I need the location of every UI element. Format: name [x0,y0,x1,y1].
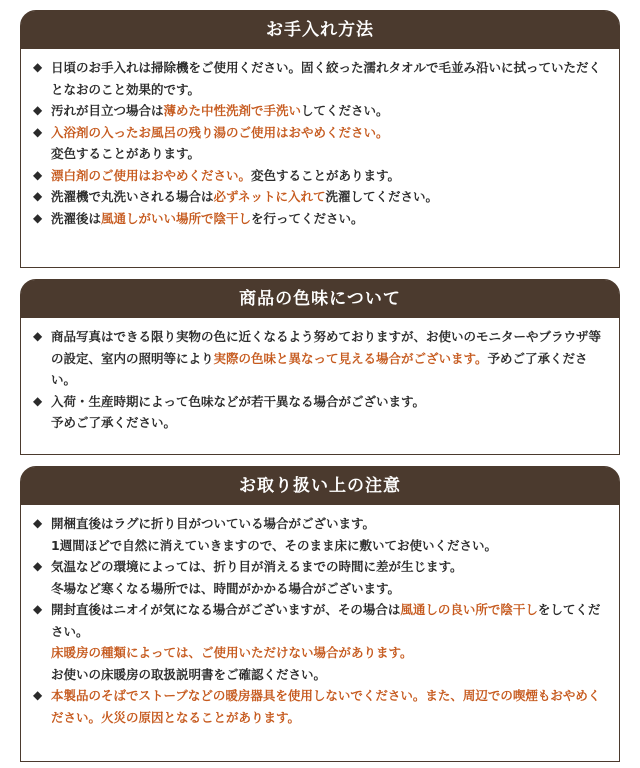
diamond-bullet-icon: ◆ [33,688,43,702]
highlight-text: 床暖房の種類によっては、ご使用いただけない場合があります。 [51,645,413,660]
item-text: 商品写真はできる限り実物の色に近くなるよう努めておりますが、お使いのモニターやブラウザ等の設定、室内の照明等により [51,329,602,366]
diamond-bullet-icon: ◆ [33,189,43,203]
diamond-bullet-icon: ◆ [33,516,43,530]
item-text: 予めご了承ください。 [51,415,177,430]
list-item [33,57,609,100]
item-text: 日頃のお手入れは掃除機をご使用ください。固く絞った濡れタオルで毛並み沿いに拭っていただくとなおのこと効果的です。 [51,60,602,97]
list-item [33,599,609,685]
highlight-text: 実際の色味と異なって見える場合がございます。 [213,350,488,366]
list-item [33,122,609,165]
diamond-bullet-icon: ◆ [33,602,43,616]
list-item [33,556,609,599]
item-text: 予めご了承ください。 [51,350,588,387]
diamond-bullet-icon: ◆ [33,329,43,343]
item-text: 冬場など寒くなる場所では、時間がかかる場合がございます。 [51,580,401,596]
care-method-section [20,10,620,268]
section-body [21,318,619,442]
section-title: 商品の色味について [21,280,619,318]
highlight-text: 本製品のそばでストーブなどの暖房器具を使用しないでください。また、周辺での喫煙もおやめください。火災の原因となることがあります。 [51,688,601,725]
item-text: 汚れが目立つ場合は [51,103,164,118]
list-item [33,208,609,230]
list-item [33,391,609,434]
diamond-bullet-icon: ◆ [33,103,43,117]
item-text: 変色することがあります。 [51,146,201,161]
item-text: 開封直後はニオイが気になる場合がございますが、その場合は [51,602,401,617]
highlight-text: 必ずネットに入れて [213,189,326,204]
item-text: 開梱直後はラグに折り目がついている場合がございます。 [51,516,376,531]
highlight-text: 入浴剤の入ったお風呂の残り湯のご使用はおやめください。 [51,124,389,140]
highlight-text: 漂白剤のご使用はおやめください。 [51,167,252,183]
list-item [33,513,609,556]
item-text: 洗濯機で丸洗いされる場合は [51,189,214,204]
item-text: をしてください。 [51,602,601,639]
item-text: お使いの床暖房の取扱説明書をご確認ください。 [51,666,327,682]
list-item [33,186,609,208]
list-item [33,685,609,728]
item-text: 気温などの環境によっては、折り目が消えるまでの時間に差が生じます。 [51,559,463,574]
diamond-bullet-icon: ◆ [33,60,43,74]
handling-caution-section [20,466,620,762]
item-text: 入荷・生産時期によって色味などが若干異なる場合がございます。 [51,393,426,409]
item-text: を行ってください。 [251,210,364,226]
list-item [33,165,609,187]
diamond-bullet-icon: ◆ [33,210,43,225]
item-text: 1週間ほどで自然に消えていきますので、そのまま床に敷いてお使いください。 [51,537,497,553]
highlight-text: 薄めた中性洗剤で手洗い [163,103,302,118]
item-text: 洗濯してください。 [325,189,439,204]
product-color-section [20,279,620,455]
highlight-text: 風通しの良い所で陰干し [400,602,538,617]
list-item [33,100,609,122]
item-text: 変色することがあります。 [251,167,401,183]
section-title: お手入れ方法 [21,11,619,49]
list-item [33,326,609,391]
diamond-bullet-icon: ◆ [33,559,43,573]
section-body [21,505,619,736]
section-body [21,49,619,237]
diamond-bullet-icon: ◆ [33,393,43,408]
diamond-bullet-icon: ◆ [33,124,43,139]
diamond-bullet-icon: ◆ [33,167,43,182]
item-text: 洗濯後は [51,210,102,226]
highlight-text: 風通しがいい場所で陰干し [101,210,252,226]
section-title: お取り扱い上の注意 [21,467,619,505]
item-text: してください。 [301,103,389,118]
